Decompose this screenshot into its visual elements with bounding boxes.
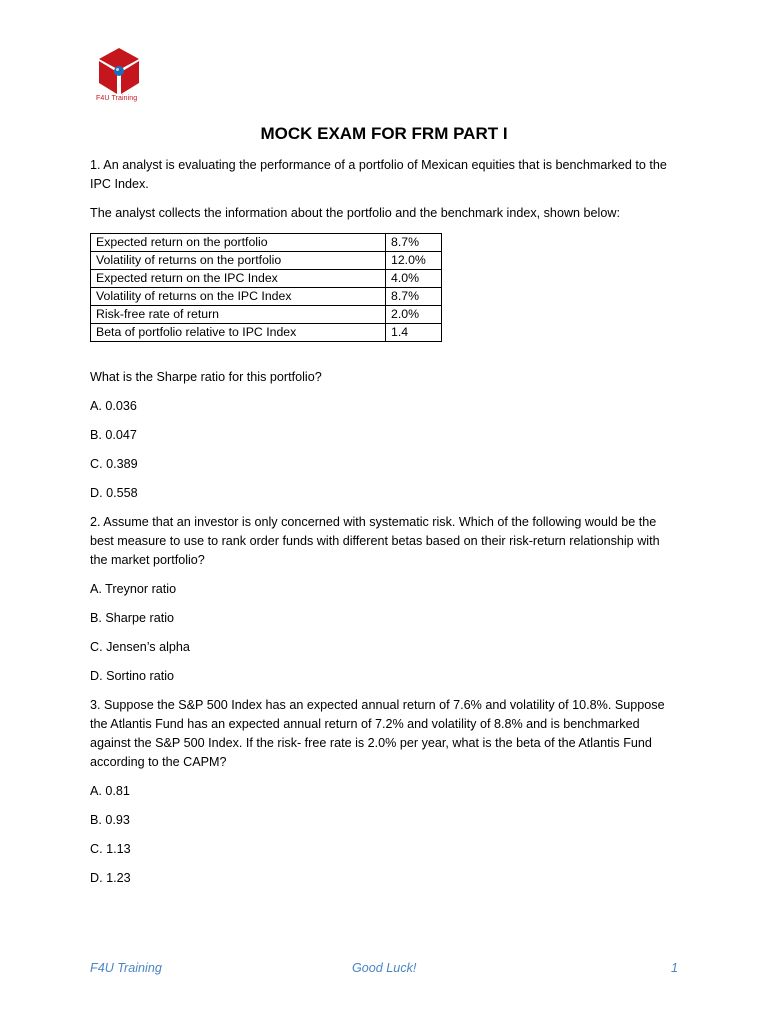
- table-cell-value: 8.7%: [386, 288, 442, 306]
- q2-option-d: D. Sortino ratio: [90, 669, 174, 683]
- table-cell-value: 12.0%: [386, 252, 442, 270]
- q1-option-d: D. 0.558: [90, 486, 138, 500]
- logo-caption: F4U Training: [96, 95, 138, 102]
- table-cell-label: Volatility of returns on the IPC Index: [91, 288, 386, 306]
- q1-question: What is the Sharpe ratio for this portfolio?: [90, 370, 322, 384]
- page-footer: [0, 961, 768, 981]
- page-title: MOCK EXAM FOR FRM PART I: [260, 124, 508, 143]
- q3-option-c: C. 1.13: [90, 842, 131, 856]
- portfolio-data-table: [90, 233, 442, 342]
- q3-option-b: B. 0.93: [90, 813, 130, 827]
- table-cell-value: 8.7%: [386, 234, 442, 252]
- table-cell-label: Risk-free rate of return: [91, 306, 386, 324]
- q1-intro: 1. An analyst is evaluating the performance of a portfolio of Mexican equities that is benchmarked to the IPC Index.: [90, 158, 667, 191]
- q1-option-c: C. 0.389: [90, 457, 138, 471]
- exam-content: [90, 156, 680, 898]
- q1-option-a: A. 0.036: [90, 399, 137, 413]
- q1-option-b: B. 0.047: [90, 428, 137, 442]
- table-row: [91, 234, 442, 252]
- footer-brand: F4U Training: [90, 961, 162, 975]
- table-row: [91, 288, 442, 306]
- q3-option-d: D. 1.23: [90, 871, 131, 885]
- table-row: [91, 324, 442, 342]
- q2-option-c: C. Jensen’s alpha: [90, 640, 190, 654]
- q2-option-a: A. Treynor ratio: [90, 582, 177, 596]
- table-cell-label: Expected return on the portfolio: [91, 234, 386, 252]
- page-number: 1: [670, 961, 678, 975]
- q1-lead: The analyst collects the information about the portfolio and the benchmark index, shown below:: [90, 206, 620, 220]
- table-row: [91, 306, 442, 324]
- table-cell-label: Expected return on the IPC Index: [91, 270, 386, 288]
- q2-question: 2. Assume that an investor is only concerned with systematic risk. Which of the following would be the best measure to use to rank order funds with different betas based on their risk-return relationship with the market portfolio?: [90, 515, 660, 567]
- table-cell-label: Beta of portfolio relative to IPC Index: [91, 324, 386, 342]
- table-cell-value: 2.0%: [386, 306, 442, 324]
- q2-option-b: B. Sharpe ratio: [90, 611, 175, 625]
- q3-option-a: A. 0.81: [90, 784, 130, 798]
- table-cell-value: 4.0%: [386, 270, 442, 288]
- table-cell-value: 1.4: [386, 324, 442, 342]
- table-row: [91, 270, 442, 288]
- footer-good-luck: Good Luck!: [352, 961, 417, 975]
- table-row: [91, 252, 442, 270]
- table-cell-label: Volatility of returns on the portfolio: [91, 252, 386, 270]
- q3-question: 3. Suppose the S&P 500 Index has an expected annual return of 7.6% and volatility of 10.8%. Suppose the Atlantis Fund has an expected annual return of 7.2% and volatility of 8.8% and is benchmarked against the S&P 500 Index. If the risk- free rate is 2.0% per year, what is the beta of the Atlantis Fund according to the CAPM?: [90, 698, 665, 769]
